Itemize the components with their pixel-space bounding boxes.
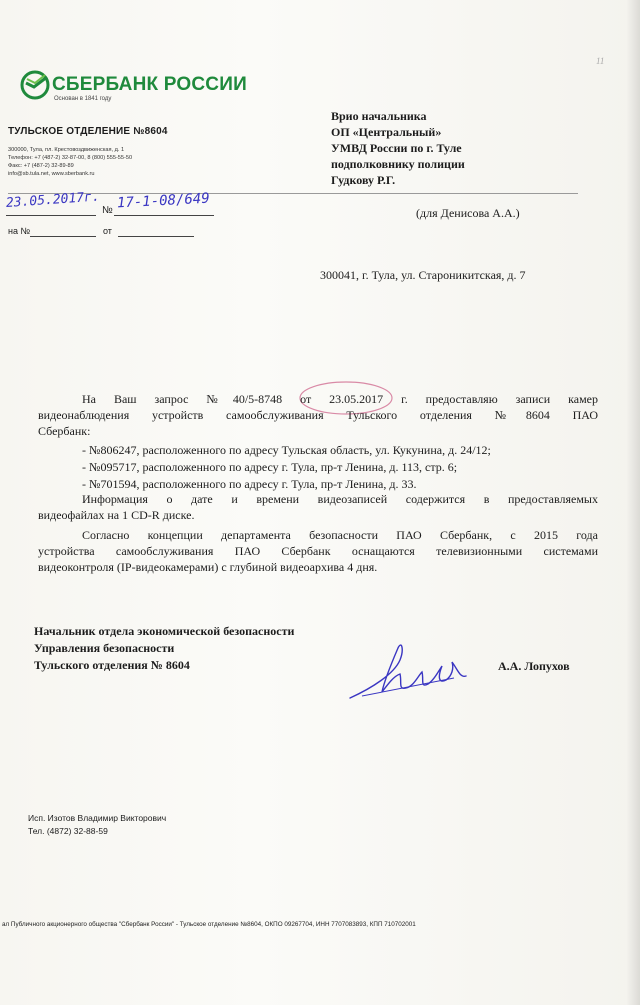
body-paragraph-3-line-1: Согласно концепции департамента безопасности ПАО Сбербанк, с 2015 года: [82, 528, 598, 542]
list-item-2: - №095717, расположенного по адресу г. Тула, пр-т Ленина, д. 113, стр. 6;: [82, 460, 458, 474]
recipient-line-3: УМВД России по г. Туле: [331, 141, 462, 155]
recipient-line-4: подполковнику полиции: [331, 157, 465, 171]
list-item-3: - №701594, расположенного по адресу г. Тула, пр-т Ленина, д. 33.: [82, 477, 417, 491]
signatory-title-line-3: Тульского отделения № 8604: [34, 658, 190, 672]
branch-address: 300000, Тула, пл. Крестовоздвиженская, д. 1: [8, 147, 125, 153]
body-paragraph-3-line-3: видеоконтроля (IP-видеокамерами) с глубиной видеоархива 4 дня.: [38, 560, 378, 574]
body-paragraph-3-line-2: устройства самообслуживания ПАО Сбербанк оснащаются телевизионными системами: [38, 544, 598, 558]
body-paragraph-1-line-2: видеонаблюдения устройств самообслуживания Тульского отделения №8604 ПАО: [38, 408, 598, 422]
sberbank-logo-icon: [20, 70, 50, 100]
outgoing-number: 17-1-08/649: [116, 190, 211, 212]
executor-name: Исп. Изотов Владимир Викторович: [28, 813, 167, 823]
ref-number-label: на №: [8, 226, 31, 236]
body-paragraph-2-line-1: Информация о дате и времени видеозаписей содержится в предоставляемых: [82, 492, 598, 506]
handwritten-signature-icon: [342, 626, 472, 706]
legal-footer: ал Публичного акционерного общества "Сбербанк России" - Тульское отделение №8604, ОКПО 09267704, ИНН 7707083893, КПП 710702001: [2, 921, 416, 928]
recipient-line-5: Гудкову Р.Г.: [331, 173, 396, 187]
outgoing-date: 23.05.2017г.: [5, 189, 101, 211]
bank-name: СБЕРБАНК РОССИИ: [52, 74, 247, 95]
body-paragraph-2-line-2: видеофайлах на 1 CD-R диске.: [38, 508, 195, 522]
branch-title: ТУЛЬСКОЕ ОТДЕЛЕНИЕ №8604: [8, 126, 168, 137]
signatory-title-line-2: Управления безопасности: [34, 641, 175, 655]
recipient-line-2: ОП «Центральный»: [331, 125, 442, 139]
corner-mark: 11: [596, 56, 605, 66]
executor-phone: Тел. (4872) 32-88-59: [28, 826, 108, 836]
bank-founded: Основан в 1841 году: [54, 96, 112, 102]
attention-line: (для Денисова А.А.): [416, 206, 520, 220]
ref-number-line: [30, 236, 96, 237]
branch-email: info@sb.tula.net, www.sberbank.ru: [8, 171, 95, 177]
branch-phone: Телефон: +7 (487-2) 32-87-00, 8 (800) 555-55-50: [8, 155, 133, 161]
recipient-line-1: Врио начальника: [331, 109, 427, 123]
outgoing-number-label: №: [102, 205, 113, 216]
recipient-address: 300041, г. Тула, ул. Старoникитская, д. 7: [320, 268, 526, 282]
ref-date-label: от: [103, 226, 112, 236]
body-paragraph-1-line-3: Сбербанк:: [38, 424, 91, 438]
number-underline: [114, 215, 214, 216]
list-item-1: - №806247, расположенного по адресу Тульская область, ул. Кукунина, д. 24/12;: [82, 443, 491, 457]
signatory-name: А.А. Лопухов: [498, 659, 570, 673]
ref-date-line: [118, 236, 194, 237]
date-underline: [6, 215, 96, 216]
signatory-title-line-1: Начальник отдела экономической безопасности: [34, 624, 295, 638]
branch-fax: Факс: +7 (487-2) 32-89-89: [8, 163, 74, 169]
body-paragraph-1-line-1: На Ваш запрос №40/5-8748 от 23.05.2017 г. предоставляю записи камер: [82, 392, 598, 406]
